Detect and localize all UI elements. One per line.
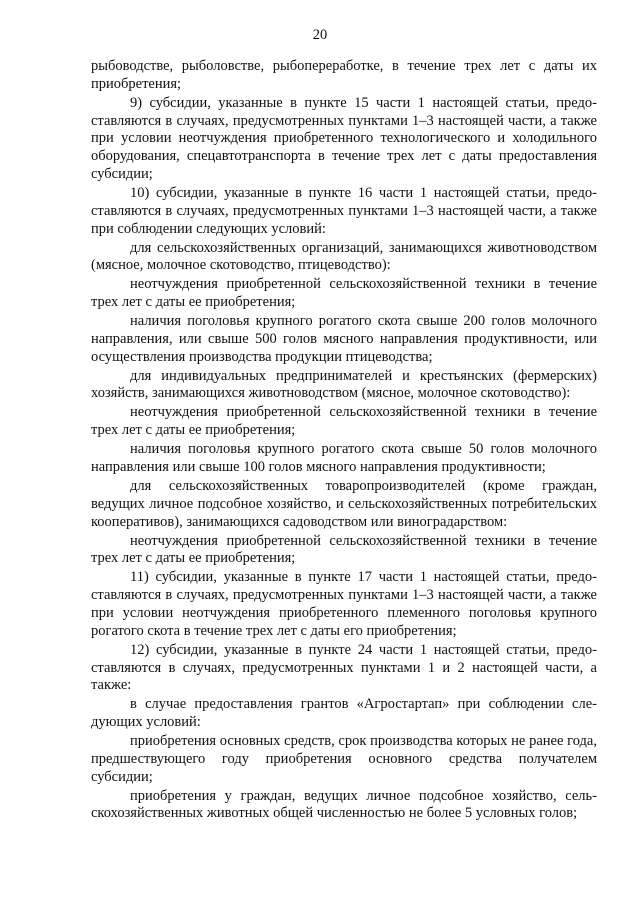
paragraph-item-12: 12) субсидии, указанные в пункте 24 части 1 настоящей статьи, предоставляются в случаях, предусмотренных пунктами 1 и 2 настоящей части, а также: xyxy=(91,641,597,694)
document-body xyxy=(91,58,597,824)
paragraph-agrostartup-grants: в случае предоставления грантов «Агростартап» при соблюдении следующих условий: xyxy=(91,696,597,731)
paragraph-item-11: 11) субсидии, указанные в пункте 17 части 1 настоящей статьи, предоставляются в случаях, предусмотренных пунктами 1–3 настоящей части, а также при условии неотчуждения приобретенного племенного поголовья крупного рогатого скота в течение трех лет с даты его приобретения; xyxy=(91,569,597,639)
paragraph-continuation: рыбоводстве, рыболовстве, рыбопереработке, в течение трех лет с даты их приобретения; xyxy=(91,58,597,92)
paragraph-condition: приобретения основных средств, срок производства которых не ранее года, предшествующего году приобретения основного средства получателем субсидии; xyxy=(91,733,597,785)
page-number: 20 xyxy=(312,27,328,43)
paragraph-condition: неотчуждения приобретенной сельскохозяйственной техники в течение трех лет с даты ее приобретения; xyxy=(91,404,597,439)
paragraph-entrepreneurs: для индивидуальных предпринимателей и крестьянских (фермерских) хозяйств, занимающихся животноводством (мясное, молочное скотоводство): xyxy=(91,367,597,402)
paragraph-condition: наличия поголовья крупного рогатого скота свыше 50 голов молочного направления или свыше 100 голов мясного направления продуктивности; xyxy=(91,441,597,476)
paragraph-condition: приобретения у граждан, ведущих личное подсобное хозяйство, сельскохозяйственных животных общей численностью не более 5 условных голов; xyxy=(91,787,597,822)
paragraph-condition: неотчуждения приобретенной сельскохозяйственной техники в течение трех лет с даты ее приобретения; xyxy=(91,532,597,567)
paragraph-condition: неотчуждения приобретенной сельскохозяйственной техники в течение трех лет с даты ее приобретения; xyxy=(91,276,597,311)
paragraph-item-10: 10) субсидии, указанные в пункте 16 части 1 настоящей статьи, предоставляются в случаях, предусмотренных пунктами 1–3 настоящей части, а также при соблюдении следующих условий: xyxy=(91,184,597,237)
paragraph-livestock-organizations: для сельскохозяйственных организаций, занимающихся животноводством (мясное, молочное скотоводство, птицеводство): xyxy=(91,239,597,274)
paragraph-producers: для сельскохозяйственных товаропроизводителей (кроме граждан, ведущих личное подсобное хозяйство, и сельскохозяйственных потребительских кооперативов), занимающихся садоводством или виноградарством: xyxy=(91,478,597,530)
paragraph-item-9: 9) субсидии, указанные в пункте 15 части 1 настоящей статьи, предоставляются в случаях, предусмотренных пунктами 1–3 настоящей части, а также при условии неотчуждения приобретенного технологического и холодильного оборудования, спецавтотранспорта в течение трех лет с даты предоставления субсидии; xyxy=(91,94,597,182)
paragraph-condition: наличия поголовья крупного рогатого скота свыше 200 голов молочного направления, или свыше 500 голов мясного направления продуктивности, или осуществления производства продукции птицеводства; xyxy=(91,313,597,365)
